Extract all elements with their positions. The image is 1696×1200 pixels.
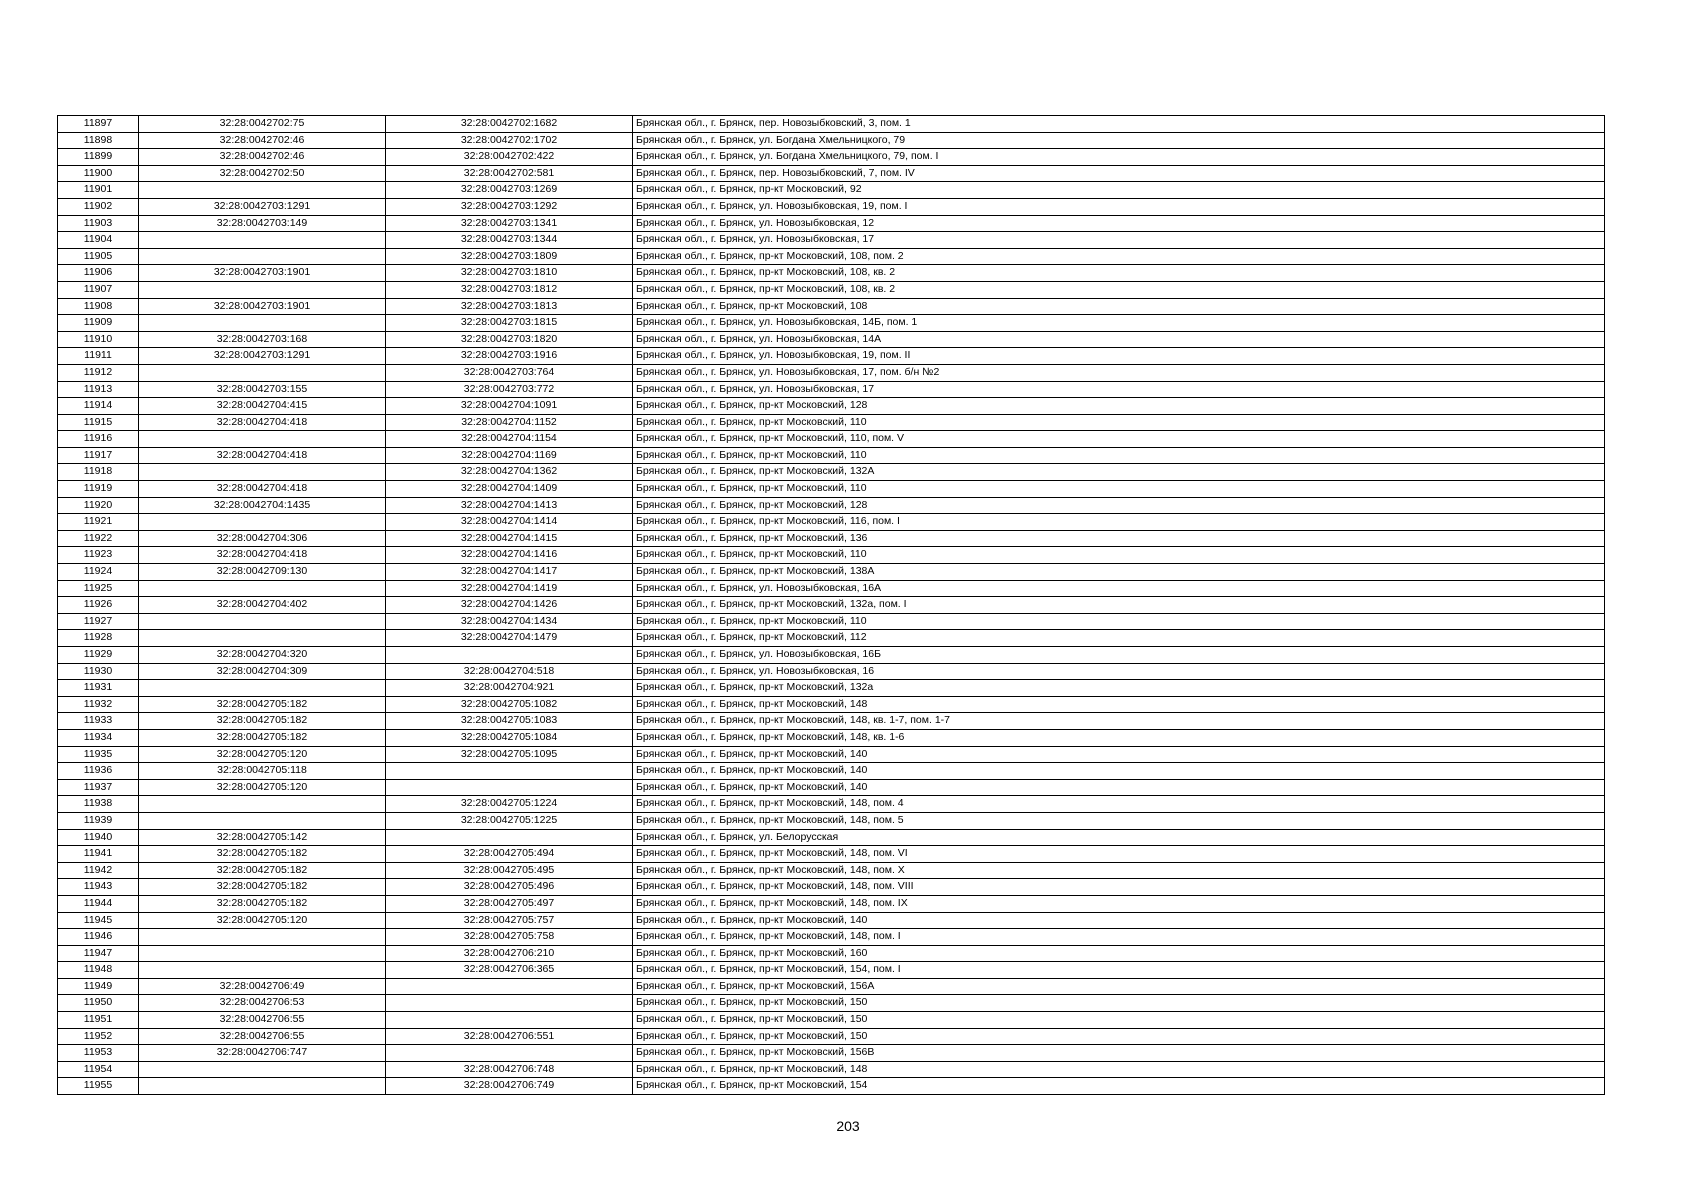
address-cell: Брянская обл., г. Брянск, пр-кт Московский, 138А bbox=[633, 564, 1605, 581]
table-row bbox=[58, 912, 1605, 929]
land-parcel-number-cell: 32:28:0042704:1435 bbox=[139, 497, 386, 514]
table-row bbox=[58, 215, 1605, 232]
land-parcel-number-cell: 32:28:0042704:418 bbox=[139, 414, 386, 431]
object-number-cell: 32:28:0042703:1809 bbox=[386, 248, 633, 265]
object-number-cell: 32:28:0042703:1810 bbox=[386, 265, 633, 282]
row-number-cell: 11927 bbox=[58, 613, 139, 630]
row-number-cell: 11914 bbox=[58, 398, 139, 415]
address-cell: Брянская обл., г. Брянск, пр-кт Московский, 148, пом. X bbox=[633, 862, 1605, 879]
table-row bbox=[58, 962, 1605, 979]
object-number-cell: 32:28:0042705:1082 bbox=[386, 696, 633, 713]
table-row bbox=[58, 116, 1605, 133]
row-number-cell: 11912 bbox=[58, 364, 139, 381]
cadastral-table-body bbox=[58, 116, 1605, 1095]
table-row bbox=[58, 779, 1605, 796]
land-parcel-number-cell bbox=[139, 248, 386, 265]
object-number-cell: 32:28:0042703:1813 bbox=[386, 298, 633, 315]
table-row bbox=[58, 232, 1605, 249]
land-parcel-number-cell: 32:28:0042706:49 bbox=[139, 978, 386, 995]
object-number-cell: 32:28:0042705:757 bbox=[386, 912, 633, 929]
row-number-cell: 11923 bbox=[58, 547, 139, 564]
object-number-cell bbox=[386, 1012, 633, 1029]
land-parcel-number-cell bbox=[139, 613, 386, 630]
address-cell: Брянская обл., г. Брянск, пр-кт Московский, 148, пом. 5 bbox=[633, 812, 1605, 829]
object-number-cell: 32:28:0042703:772 bbox=[386, 381, 633, 398]
table-row bbox=[58, 763, 1605, 780]
row-number-cell: 11929 bbox=[58, 647, 139, 664]
address-cell: Брянская обл., г. Брянск, пр-кт Московский, 150 bbox=[633, 995, 1605, 1012]
object-number-cell: 32:28:0042705:494 bbox=[386, 846, 633, 863]
address-cell: Брянская обл., г. Брянск, пр-кт Московский, 160 bbox=[633, 945, 1605, 962]
row-number-cell: 11899 bbox=[58, 149, 139, 166]
row-number-cell: 11941 bbox=[58, 846, 139, 863]
object-number-cell: 32:28:0042704:1434 bbox=[386, 613, 633, 630]
land-parcel-number-cell bbox=[139, 929, 386, 946]
address-cell: Брянская обл., г. Брянск, пр-кт Московский, 116, пом. I bbox=[633, 514, 1605, 531]
row-number-cell: 11908 bbox=[58, 298, 139, 315]
address-cell: Брянская обл., г. Брянск, пр-кт Московский, 136 bbox=[633, 530, 1605, 547]
row-number-cell: 11952 bbox=[58, 1028, 139, 1045]
row-number-cell: 11905 bbox=[58, 248, 139, 265]
table-row bbox=[58, 530, 1605, 547]
table-row bbox=[58, 1061, 1605, 1078]
land-parcel-number-cell: 32:28:0042705:182 bbox=[139, 696, 386, 713]
table-row bbox=[58, 862, 1605, 879]
row-number-cell: 11944 bbox=[58, 895, 139, 912]
object-number-cell: 32:28:0042702:1682 bbox=[386, 116, 633, 133]
table-row bbox=[58, 613, 1605, 630]
table-row bbox=[58, 978, 1605, 995]
land-parcel-number-cell: 32:28:0042704:402 bbox=[139, 597, 386, 614]
address-cell: Брянская обл., г. Брянск, пр-кт Московский, 132а bbox=[633, 680, 1605, 697]
table-row bbox=[58, 796, 1605, 813]
object-number-cell: 32:28:0042703:764 bbox=[386, 364, 633, 381]
cadastral-table bbox=[57, 115, 1605, 1095]
land-parcel-number-cell: 32:28:0042704:306 bbox=[139, 530, 386, 547]
address-cell: Брянская обл., г. Брянск, ул. Новозыбковская, 17 bbox=[633, 381, 1605, 398]
land-parcel-number-cell bbox=[139, 630, 386, 647]
address-cell: Брянская обл., г. Брянск, пр-кт Московский, 150 bbox=[633, 1028, 1605, 1045]
row-number-cell: 11948 bbox=[58, 962, 139, 979]
land-parcel-number-cell bbox=[139, 796, 386, 813]
table-row bbox=[58, 630, 1605, 647]
address-cell: Брянская обл., г. Брянск, пр-кт Московский, 148, пом. 4 bbox=[633, 796, 1605, 813]
land-parcel-number-cell bbox=[139, 315, 386, 332]
land-parcel-number-cell: 32:28:0042704:418 bbox=[139, 547, 386, 564]
row-number-cell: 11913 bbox=[58, 381, 139, 398]
land-parcel-number-cell: 32:28:0042704:415 bbox=[139, 398, 386, 415]
row-number-cell: 11897 bbox=[58, 116, 139, 133]
land-parcel-number-cell: 32:28:0042703:168 bbox=[139, 331, 386, 348]
address-cell: Брянская обл., г. Брянск, ул. Новозыбковская, 14А bbox=[633, 331, 1605, 348]
land-parcel-number-cell: 32:28:0042705:182 bbox=[139, 895, 386, 912]
land-parcel-number-cell: 32:28:0042705:182 bbox=[139, 729, 386, 746]
object-number-cell: 32:28:0042703:1812 bbox=[386, 281, 633, 298]
table-row bbox=[58, 381, 1605, 398]
object-number-cell: 32:28:0042706:749 bbox=[386, 1078, 633, 1095]
land-parcel-number-cell bbox=[139, 945, 386, 962]
land-parcel-number-cell: 32:28:0042705:182 bbox=[139, 846, 386, 863]
address-cell: Брянская обл., г. Брянск, пр-кт Московский, 132а, пом. I bbox=[633, 597, 1605, 614]
table-row bbox=[58, 348, 1605, 365]
table-row bbox=[58, 364, 1605, 381]
object-number-cell: 32:28:0042704:1169 bbox=[386, 447, 633, 464]
object-number-cell: 32:28:0042705:758 bbox=[386, 929, 633, 946]
table-row bbox=[58, 198, 1605, 215]
table-row bbox=[58, 497, 1605, 514]
table-row bbox=[58, 995, 1605, 1012]
land-parcel-number-cell: 32:28:0042705:120 bbox=[139, 779, 386, 796]
land-parcel-number-cell bbox=[139, 232, 386, 249]
land-parcel-number-cell: 32:28:0042703:1901 bbox=[139, 298, 386, 315]
land-parcel-number-cell bbox=[139, 1061, 386, 1078]
object-number-cell bbox=[386, 763, 633, 780]
land-parcel-number-cell: 32:28:0042705:182 bbox=[139, 862, 386, 879]
address-cell: Брянская обл., г. Брянск, пр-кт Московский, 148, кв. 1-6 bbox=[633, 729, 1605, 746]
row-number-cell: 11918 bbox=[58, 464, 139, 481]
address-cell: Брянская обл., г. Брянск, пр-кт Московский, 148, пом. IX bbox=[633, 895, 1605, 912]
land-parcel-number-cell: 32:28:0042702:46 bbox=[139, 132, 386, 149]
row-number-cell: 11911 bbox=[58, 348, 139, 365]
row-number-cell: 11954 bbox=[58, 1061, 139, 1078]
object-number-cell: 32:28:0042705:1224 bbox=[386, 796, 633, 813]
address-cell: Брянская обл., г. Брянск, пр-кт Московский, 110 bbox=[633, 447, 1605, 464]
table-row bbox=[58, 481, 1605, 498]
object-number-cell: 32:28:0042703:1269 bbox=[386, 182, 633, 199]
row-number-cell: 11915 bbox=[58, 414, 139, 431]
object-number-cell: 32:28:0042705:1225 bbox=[386, 812, 633, 829]
address-cell: Брянская обл., г. Брянск, пр-кт Московский, 148 bbox=[633, 1061, 1605, 1078]
row-number-cell: 11925 bbox=[58, 580, 139, 597]
row-number-cell: 11949 bbox=[58, 978, 139, 995]
table-row bbox=[58, 149, 1605, 166]
address-cell: Брянская обл., г. Брянск, ул. Новозыбковская, 17 bbox=[633, 232, 1605, 249]
object-number-cell: 32:28:0042702:422 bbox=[386, 149, 633, 166]
object-number-cell: 32:28:0042703:1292 bbox=[386, 198, 633, 215]
row-number-cell: 11934 bbox=[58, 729, 139, 746]
address-cell: Брянская обл., г. Брянск, пр-кт Московский, 108, пом. 2 bbox=[633, 248, 1605, 265]
land-parcel-number-cell bbox=[139, 431, 386, 448]
object-number-cell: 32:28:0042704:1414 bbox=[386, 514, 633, 531]
address-cell: Брянская обл., г. Брянск, пр-кт Московский, 110 bbox=[633, 481, 1605, 498]
land-parcel-number-cell bbox=[139, 182, 386, 199]
land-parcel-number-cell: 32:28:0042705:120 bbox=[139, 746, 386, 763]
table-row bbox=[58, 547, 1605, 564]
address-cell: Брянская обл., г. Брянск, пр-кт Московский, 148 bbox=[633, 696, 1605, 713]
object-number-cell: 32:28:0042704:1479 bbox=[386, 630, 633, 647]
table-row bbox=[58, 331, 1605, 348]
row-number-cell: 11943 bbox=[58, 879, 139, 896]
address-cell: Брянская обл., г. Брянск, пр-кт Московский, 140 bbox=[633, 912, 1605, 929]
object-number-cell: 32:28:0042703:1815 bbox=[386, 315, 633, 332]
land-parcel-number-cell bbox=[139, 962, 386, 979]
land-parcel-number-cell bbox=[139, 1078, 386, 1095]
address-cell: Брянская обл., г. Брянск, пр-кт Московский, 110 bbox=[633, 613, 1605, 630]
row-number-cell: 11901 bbox=[58, 182, 139, 199]
table-row bbox=[58, 1028, 1605, 1045]
row-number-cell: 11951 bbox=[58, 1012, 139, 1029]
row-number-cell: 11942 bbox=[58, 862, 139, 879]
object-number-cell: 32:28:0042703:1344 bbox=[386, 232, 633, 249]
address-cell: Брянская обл., г. Брянск, пр-кт Московский, 140 bbox=[633, 779, 1605, 796]
address-cell: Брянская обл., г. Брянск, пр-кт Московский, 108, кв. 2 bbox=[633, 281, 1605, 298]
land-parcel-number-cell: 32:28:0042703:155 bbox=[139, 381, 386, 398]
object-number-cell bbox=[386, 647, 633, 664]
land-parcel-number-cell: 32:28:0042706:55 bbox=[139, 1028, 386, 1045]
row-number-cell: 11904 bbox=[58, 232, 139, 249]
table-row bbox=[58, 414, 1605, 431]
land-parcel-number-cell bbox=[139, 580, 386, 597]
table-row bbox=[58, 398, 1605, 415]
address-cell: Брянская обл., г. Брянск, пр-кт Московский, 110 bbox=[633, 414, 1605, 431]
land-parcel-number-cell bbox=[139, 514, 386, 531]
land-parcel-number-cell: 32:28:0042704:320 bbox=[139, 647, 386, 664]
row-number-cell: 11945 bbox=[58, 912, 139, 929]
address-cell: Брянская обл., г. Брянск, пр-кт Московский, 92 bbox=[633, 182, 1605, 199]
table-row bbox=[58, 647, 1605, 664]
table-row bbox=[58, 182, 1605, 199]
row-number-cell: 11950 bbox=[58, 995, 139, 1012]
address-cell: Брянская обл., г. Брянск, пр-кт Московский, 154, пом. I bbox=[633, 962, 1605, 979]
address-cell: Брянская обл., г. Брянск, пр-кт Московский, 128 bbox=[633, 497, 1605, 514]
table-row bbox=[58, 315, 1605, 332]
address-cell: Брянская обл., г. Брянск, пр-кт Московский, 132А bbox=[633, 464, 1605, 481]
row-number-cell: 11932 bbox=[58, 696, 139, 713]
row-number-cell: 11910 bbox=[58, 331, 139, 348]
object-number-cell: 32:28:0042704:1416 bbox=[386, 547, 633, 564]
row-number-cell: 11907 bbox=[58, 281, 139, 298]
address-cell: Брянская обл., г. Брянск, пр-кт Московский, 110 bbox=[633, 547, 1605, 564]
object-number-cell: 32:28:0042705:1083 bbox=[386, 713, 633, 730]
table-row bbox=[58, 713, 1605, 730]
row-number-cell: 11902 bbox=[58, 198, 139, 215]
object-number-cell: 32:28:0042704:1152 bbox=[386, 414, 633, 431]
table-row bbox=[58, 514, 1605, 531]
object-number-cell: 32:28:0042702:581 bbox=[386, 165, 633, 182]
object-number-cell: 32:28:0042703:1820 bbox=[386, 331, 633, 348]
row-number-cell: 11946 bbox=[58, 929, 139, 946]
row-number-cell: 11947 bbox=[58, 945, 139, 962]
address-cell: Брянская обл., г. Брянск, ул. Новозыбковская, 12 bbox=[633, 215, 1605, 232]
row-number-cell: 11900 bbox=[58, 165, 139, 182]
object-number-cell: 32:28:0042704:1426 bbox=[386, 597, 633, 614]
object-number-cell: 32:28:0042704:1154 bbox=[386, 431, 633, 448]
land-parcel-number-cell: 32:28:0042702:50 bbox=[139, 165, 386, 182]
object-number-cell bbox=[386, 995, 633, 1012]
land-parcel-number-cell: 32:28:0042704:418 bbox=[139, 447, 386, 464]
address-cell: Брянская обл., г. Брянск, пр-кт Московский, 140 bbox=[633, 763, 1605, 780]
object-number-cell bbox=[386, 978, 633, 995]
row-number-cell: 11903 bbox=[58, 215, 139, 232]
table-row bbox=[58, 564, 1605, 581]
object-number-cell: 32:28:0042704:1091 bbox=[386, 398, 633, 415]
table-row bbox=[58, 447, 1605, 464]
row-number-cell: 11953 bbox=[58, 1045, 139, 1062]
land-parcel-number-cell bbox=[139, 680, 386, 697]
object-number-cell: 32:28:0042706:748 bbox=[386, 1061, 633, 1078]
table-row bbox=[58, 663, 1605, 680]
land-parcel-number-cell bbox=[139, 364, 386, 381]
address-cell: Брянская обл., г. Брянск, ул. Новозыбковская, 16А bbox=[633, 580, 1605, 597]
table-row bbox=[58, 929, 1605, 946]
table-row bbox=[58, 696, 1605, 713]
land-parcel-number-cell: 32:28:0042702:75 bbox=[139, 116, 386, 133]
address-cell: Брянская обл., г. Брянск, ул. Новозыбковская, 19, пом. II bbox=[633, 348, 1605, 365]
address-cell: Брянская обл., г. Брянск, пр-кт Московский, 148, пом. I bbox=[633, 929, 1605, 946]
row-number-cell: 11931 bbox=[58, 680, 139, 697]
object-number-cell: 32:28:0042703:1916 bbox=[386, 348, 633, 365]
land-parcel-number-cell: 32:28:0042703:1291 bbox=[139, 348, 386, 365]
object-number-cell: 32:28:0042704:1409 bbox=[386, 481, 633, 498]
object-number-cell: 32:28:0042704:1417 bbox=[386, 564, 633, 581]
row-number-cell: 11937 bbox=[58, 779, 139, 796]
row-number-cell: 11924 bbox=[58, 564, 139, 581]
object-number-cell: 32:28:0042706:551 bbox=[386, 1028, 633, 1045]
row-number-cell: 11898 bbox=[58, 132, 139, 149]
address-cell: Брянская обл., г. Брянск, пр-кт Московский, 140 bbox=[633, 746, 1605, 763]
row-number-cell: 11926 bbox=[58, 597, 139, 614]
address-cell: Брянская обл., г. Брянск, пр-кт Московский, 108, кв. 2 bbox=[633, 265, 1605, 282]
land-parcel-number-cell: 32:28:0042709:130 bbox=[139, 564, 386, 581]
object-number-cell: 32:28:0042704:1415 bbox=[386, 530, 633, 547]
address-cell: Брянская обл., г. Брянск, ул. Новозыбковская, 17, пом. б/н №2 bbox=[633, 364, 1605, 381]
row-number-cell: 11938 bbox=[58, 796, 139, 813]
table-row bbox=[58, 1045, 1605, 1062]
object-number-cell: 32:28:0042706:365 bbox=[386, 962, 633, 979]
address-cell: Брянская обл., г. Брянск, пр-кт Московский, 128 bbox=[633, 398, 1605, 415]
land-parcel-number-cell: 32:28:0042705:182 bbox=[139, 879, 386, 896]
row-number-cell: 11920 bbox=[58, 497, 139, 514]
address-cell: Брянская обл., г. Брянск, пр-кт Московский, 154 bbox=[633, 1078, 1605, 1095]
object-number-cell: 32:28:0042705:496 bbox=[386, 879, 633, 896]
table-row bbox=[58, 846, 1605, 863]
address-cell: Брянская обл., г. Брянск, ул. Белорусская bbox=[633, 829, 1605, 846]
table-row bbox=[58, 729, 1605, 746]
table-row bbox=[58, 580, 1605, 597]
row-number-cell: 11935 bbox=[58, 746, 139, 763]
row-number-cell: 11917 bbox=[58, 447, 139, 464]
address-cell: Брянская обл., г. Брянск, пр-кт Московский, 112 bbox=[633, 630, 1605, 647]
address-cell: Брянская обл., г. Брянск, ул. Богдана Хмельницкого, 79 bbox=[633, 132, 1605, 149]
address-cell: Брянская обл., г. Брянск, ул. Новозыбковская, 16 bbox=[633, 663, 1605, 680]
object-number-cell: 32:28:0042702:1702 bbox=[386, 132, 633, 149]
land-parcel-number-cell: 32:28:0042703:1901 bbox=[139, 265, 386, 282]
object-number-cell: 32:28:0042704:518 bbox=[386, 663, 633, 680]
address-cell: Брянская обл., г. Брянск, пр-кт Московский, 148, кв. 1-7, пом. 1-7 bbox=[633, 713, 1605, 730]
address-cell: Брянская обл., г. Брянск, ул. Новозыбковская, 14Б, пом. 1 bbox=[633, 315, 1605, 332]
table-row bbox=[58, 431, 1605, 448]
object-number-cell: 32:28:0042704:1419 bbox=[386, 580, 633, 597]
table-row bbox=[58, 597, 1605, 614]
land-parcel-number-cell: 32:28:0042705:118 bbox=[139, 763, 386, 780]
row-number-cell: 11936 bbox=[58, 763, 139, 780]
table-row bbox=[58, 879, 1605, 896]
address-cell: Брянская обл., г. Брянск, пр-кт Московский, 148, пом. VIII bbox=[633, 879, 1605, 896]
object-number-cell: 32:28:0042705:1095 bbox=[386, 746, 633, 763]
table-row bbox=[58, 265, 1605, 282]
object-number-cell: 32:28:0042705:497 bbox=[386, 895, 633, 912]
table-row bbox=[58, 248, 1605, 265]
object-number-cell: 32:28:0042705:1084 bbox=[386, 729, 633, 746]
object-number-cell bbox=[386, 829, 633, 846]
row-number-cell: 11906 bbox=[58, 265, 139, 282]
row-number-cell: 11939 bbox=[58, 812, 139, 829]
table-row bbox=[58, 1012, 1605, 1029]
row-number-cell: 11930 bbox=[58, 663, 139, 680]
land-parcel-number-cell: 32:28:0042705:120 bbox=[139, 912, 386, 929]
land-parcel-number-cell: 32:28:0042703:1291 bbox=[139, 198, 386, 215]
land-parcel-number-cell: 32:28:0042704:309 bbox=[139, 663, 386, 680]
address-cell: Брянская обл., г. Брянск, пр-кт Московский, 110, пом. V bbox=[633, 431, 1605, 448]
table-row bbox=[58, 165, 1605, 182]
object-number-cell: 32:28:0042706:210 bbox=[386, 945, 633, 962]
address-cell: Брянская обл., г. Брянск, ул. Новозыбковская, 19, пом. I bbox=[633, 198, 1605, 215]
row-number-cell: 11928 bbox=[58, 630, 139, 647]
table-row bbox=[58, 132, 1605, 149]
row-number-cell: 11955 bbox=[58, 1078, 139, 1095]
object-number-cell bbox=[386, 1045, 633, 1062]
land-parcel-number-cell bbox=[139, 812, 386, 829]
address-cell: Брянская обл., г. Брянск, пер. Новозыбковский, 7, пом. IV bbox=[633, 165, 1605, 182]
object-number-cell: 32:28:0042704:1362 bbox=[386, 464, 633, 481]
address-cell: Брянская обл., г. Брянск, пр-кт Московский, 156В bbox=[633, 1045, 1605, 1062]
address-cell: Брянская обл., г. Брянск, пер. Новозыбковский, 3, пом. 1 bbox=[633, 116, 1605, 133]
row-number-cell: 11909 bbox=[58, 315, 139, 332]
address-cell: Брянская обл., г. Брянск, пр-кт Московский, 150 bbox=[633, 1012, 1605, 1029]
table-row bbox=[58, 895, 1605, 912]
table-row bbox=[58, 746, 1605, 763]
land-parcel-number-cell: 32:28:0042706:747 bbox=[139, 1045, 386, 1062]
land-parcel-number-cell bbox=[139, 464, 386, 481]
row-number-cell: 11916 bbox=[58, 431, 139, 448]
table-row bbox=[58, 812, 1605, 829]
table-row bbox=[58, 464, 1605, 481]
land-parcel-number-cell bbox=[139, 281, 386, 298]
row-number-cell: 11940 bbox=[58, 829, 139, 846]
address-cell: Брянская обл., г. Брянск, пр-кт Московский, 108 bbox=[633, 298, 1605, 315]
land-parcel-number-cell: 32:28:0042703:149 bbox=[139, 215, 386, 232]
table-row bbox=[58, 829, 1605, 846]
row-number-cell: 11933 bbox=[58, 713, 139, 730]
land-parcel-number-cell: 32:28:0042706:55 bbox=[139, 1012, 386, 1029]
page-number: 203 bbox=[836, 1118, 860, 1134]
land-parcel-number-cell: 32:28:0042705:182 bbox=[139, 713, 386, 730]
object-number-cell: 32:28:0042704:921 bbox=[386, 680, 633, 697]
address-cell: Брянская обл., г. Брянск, пр-кт Московский, 148, пом. VI bbox=[633, 846, 1605, 863]
row-number-cell: 11922 bbox=[58, 530, 139, 547]
table-row bbox=[58, 281, 1605, 298]
land-parcel-number-cell: 32:28:0042704:418 bbox=[139, 481, 386, 498]
object-number-cell: 32:28:0042705:495 bbox=[386, 862, 633, 879]
object-number-cell: 32:28:0042704:1413 bbox=[386, 497, 633, 514]
row-number-cell: 11919 bbox=[58, 481, 139, 498]
table-row bbox=[58, 680, 1605, 697]
table-row bbox=[58, 298, 1605, 315]
address-cell: Брянская обл., г. Брянск, ул. Богдана Хмельницкого, 79, пом. I bbox=[633, 149, 1605, 166]
table-row bbox=[58, 945, 1605, 962]
address-cell: Брянская обл., г. Брянск, пр-кт Московский, 156А bbox=[633, 978, 1605, 995]
object-number-cell: 32:28:0042703:1341 bbox=[386, 215, 633, 232]
row-number-cell: 11921 bbox=[58, 514, 139, 531]
land-parcel-number-cell: 32:28:0042705:142 bbox=[139, 829, 386, 846]
address-cell: Брянская обл., г. Брянск, ул. Новозыбковская, 16Б bbox=[633, 647, 1605, 664]
object-number-cell bbox=[386, 779, 633, 796]
land-parcel-number-cell: 32:28:0042706:53 bbox=[139, 995, 386, 1012]
table-row bbox=[58, 1078, 1605, 1095]
land-parcel-number-cell: 32:28:0042702:46 bbox=[139, 149, 386, 166]
